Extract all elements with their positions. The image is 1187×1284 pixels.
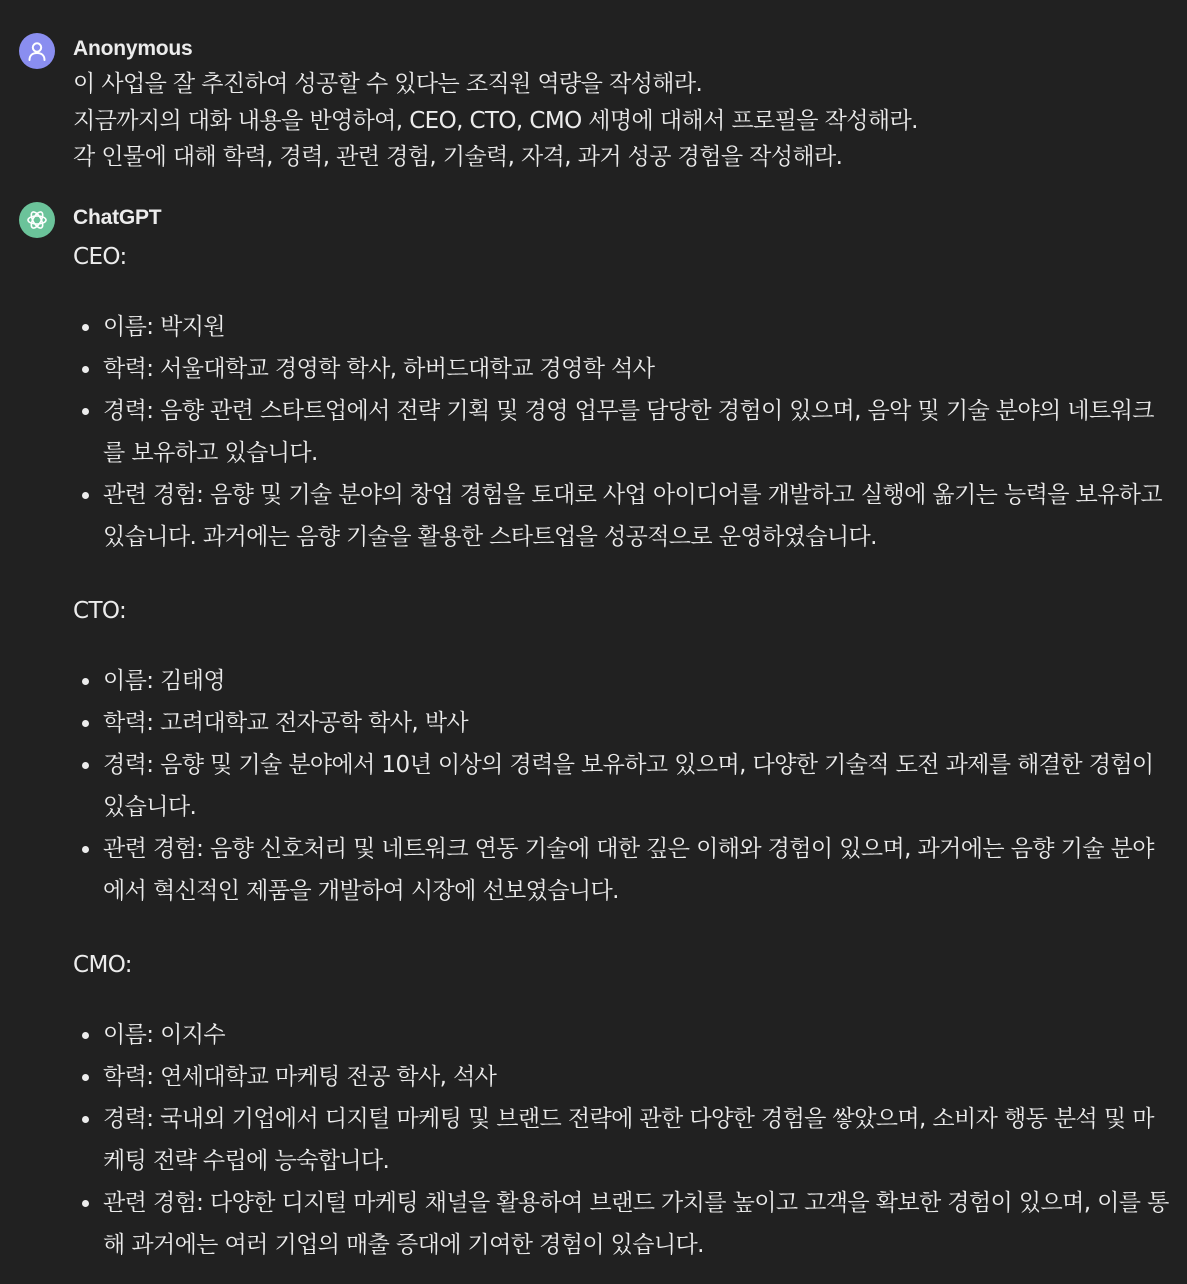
list-item: 관련 경험: 다양한 디지털 마케팅 채널을 활용하여 브랜드 가치를 높이고 고객을 확보한 경험이 있으며, 이를 통해 과거에는 여러 기업의 매출 증대에 기여한 경험이 있습니다. — [103, 1182, 1171, 1266]
user-avatar — [19, 33, 55, 69]
section-list-cmo — [73, 1014, 1171, 1266]
user-message-text — [73, 66, 1173, 176]
section-list-cto — [73, 660, 1171, 912]
list-item: 이름: 이지수 — [103, 1014, 1171, 1056]
list-item: 경력: 음향 및 기술 분야에서 10년 이상의 경력을 보유하고 있으며, 다양한 기술적 도전 과제를 해결한 경험이 있습니다. — [103, 744, 1171, 828]
list-item: 이름: 박지원 — [103, 306, 1171, 348]
list-item: 관련 경험: 음향 신호처리 및 네트워크 연동 기술에 대한 깊은 이해와 경험이 있으며, 과거에는 음향 기술 분야에서 혁신적인 제품을 개발하여 시장에 선보였습니다. — [103, 828, 1171, 912]
list-item: 경력: 국내외 기업에서 디지털 마케팅 및 브랜드 전략에 관한 다양한 경험을 쌓았으며, 소비자 행동 분석 및 마케팅 전략 수립에 능숙합니다. — [103, 1098, 1171, 1182]
section-list-ceo — [73, 306, 1171, 558]
user-message-line: 이 사업을 잘 추진하여 성공할 수 있다는 조직원 역량을 작성해라. — [73, 71, 703, 97]
assistant-avatar — [19, 202, 55, 238]
section-title-cto: CTO: — [73, 598, 127, 624]
section-title-ceo: CEO: — [73, 244, 127, 270]
user-author-name: Anonymous — [73, 37, 193, 60]
list-item: 이름: 김태영 — [103, 660, 1171, 702]
assistant-author-name: ChatGPT — [73, 206, 162, 229]
user-message-line: 지금까지의 대화 내용을 반영하여, CEO, CTO, CMO 세명에 대해서 프로필을 작성해라. — [73, 107, 918, 134]
list-item: 학력: 서울대학교 경영학 학사, 하버드대학교 경영학 석사 — [103, 348, 1171, 390]
list-item: 학력: 연세대학교 마케팅 전공 학사, 석사 — [103, 1056, 1171, 1098]
section-title-cmo: CMO: — [73, 952, 132, 978]
user-icon — [26, 40, 48, 62]
user-message-line: 각 인물에 대해 학력, 경력, 관련 경험, 기술력, 자격, 과거 성공 경험을 작성해라. — [73, 144, 843, 170]
list-item: 관련 경험: 음향 및 기술 분야의 창업 경험을 토대로 사업 아이디어를 개발하고 실행에 옮기는 능력을 보유하고 있습니다. 과거에는 음향 기술을 활용한 스타트업을 성공적으로 운영하였습니다. — [103, 474, 1171, 558]
list-item: 경력: 음향 관련 스타트업에서 전략 기획 및 경영 업무를 담당한 경험이 있으며, 음악 및 기술 분야의 네트워크를 보유하고 있습니다. — [103, 390, 1171, 474]
list-item: 학력: 고려대학교 전자공학 학사, 박사 — [103, 702, 1171, 744]
openai-logo-icon — [25, 208, 49, 232]
